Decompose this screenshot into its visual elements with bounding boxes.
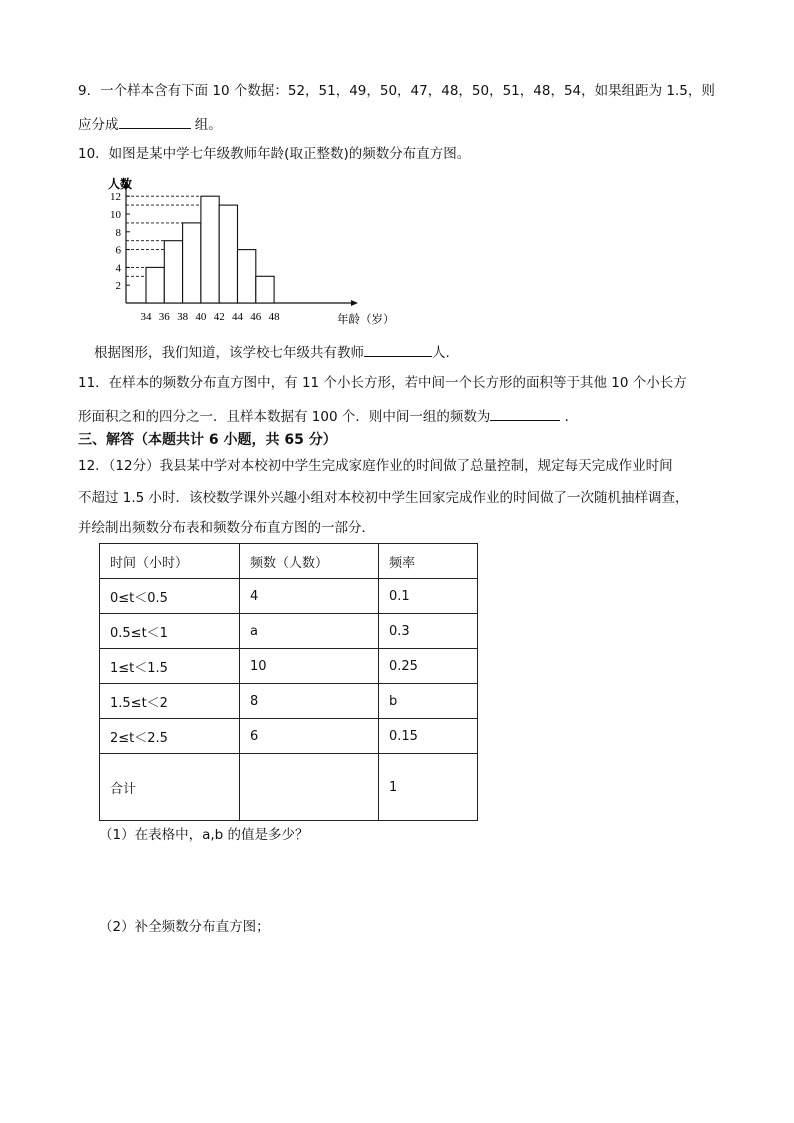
histogram-bar bbox=[146, 267, 164, 303]
x-axis-title: 年龄（岁） bbox=[337, 312, 395, 326]
table-cell: 1.5≤t＜2 bbox=[100, 684, 240, 719]
header-rate: 频率 bbox=[379, 544, 478, 579]
q11-text-before: 形面积之和的四分之一．且样本数据有 100 个．则中间一组的频数为 bbox=[78, 409, 491, 425]
q12-line1: 12．（12分）我县某中学对本校初中学生完成家庭作业的时间做了总量控制，规定每天完成作业时间 bbox=[78, 458, 673, 474]
table-row bbox=[100, 579, 478, 614]
header-frequency: 频数（人数） bbox=[240, 544, 379, 579]
age-histogram bbox=[108, 172, 395, 332]
table-row bbox=[100, 684, 478, 719]
table-cell: 0.5≤t＜1 bbox=[100, 614, 240, 649]
section3-title: 三、解答（本题共计 6 小题，共 65 分） bbox=[78, 432, 337, 448]
x-tick-label: 42 bbox=[213, 311, 225, 323]
q9-text-after: 组。 bbox=[194, 117, 222, 133]
table-row bbox=[100, 719, 478, 754]
q9-line1: 9．一个样本含有下面 10 个数据：52，51，49，50，47，48，50，51，48，54，如果组距为 1.5，则 bbox=[78, 83, 715, 99]
q11-line2 bbox=[78, 406, 578, 426]
table-cell: 0.3 bbox=[379, 614, 478, 649]
q12-line2: 不超过 1.5 小时．该校数学课外兴趣小组对本校初中学生回家完成作业的时间做了一次随机抽样调查， bbox=[78, 490, 689, 506]
table-cell: 0.15 bbox=[379, 719, 478, 754]
table-cell: 0.25 bbox=[379, 649, 478, 684]
table-cell: 0.1 bbox=[379, 579, 478, 614]
q9-answer-blank[interactable] bbox=[119, 114, 191, 129]
q12-sub2: （2）补全频数分布直方图； bbox=[99, 919, 270, 935]
x-tick-label: 44 bbox=[232, 311, 243, 323]
y-tick-label: 2 bbox=[115, 280, 121, 293]
q9-line2 bbox=[78, 114, 222, 134]
q11-line1: 11．在样本的频数分布直方图中，有 11 个小长方形，若中间一个长方形的面积等于其他 10 个小长方 bbox=[78, 375, 687, 391]
y-tick-label: 6 bbox=[115, 244, 121, 257]
y-tick-label: 4 bbox=[115, 262, 121, 275]
histogram-bar bbox=[238, 250, 256, 303]
q12-sub1: （1）在表格中，a,b 的值是多少？ bbox=[99, 827, 309, 843]
q10-text-before: 根据图形，我们知道，该学校七年级共有教师 bbox=[94, 345, 364, 361]
q9-text-before: 应分成 bbox=[78, 117, 119, 133]
table-cell: b bbox=[379, 684, 478, 719]
table-row bbox=[100, 649, 478, 684]
table-total-row bbox=[100, 754, 478, 821]
q11-answer-blank[interactable] bbox=[490, 406, 560, 421]
q10-intro: 10．如图是某中学七年级教师年龄(取正整数)的频数分布直方图。 bbox=[78, 146, 471, 162]
q10-after bbox=[94, 342, 450, 362]
table-header-row bbox=[100, 544, 478, 579]
table-cell bbox=[240, 754, 379, 821]
y-tick-label: 8 bbox=[115, 226, 121, 239]
table-cell: 4 bbox=[240, 579, 379, 614]
table-cell: a bbox=[240, 614, 379, 649]
header-time: 时间（小时） bbox=[100, 544, 240, 579]
histogram-bar bbox=[256, 276, 274, 303]
y-axis-title: 人数 bbox=[108, 177, 133, 191]
q10-text-after: 人. bbox=[432, 345, 450, 361]
table-row bbox=[100, 614, 478, 649]
histogram-bar bbox=[219, 205, 237, 303]
table-cell: 10 bbox=[240, 649, 379, 684]
x-tick-label: 38 bbox=[177, 311, 189, 323]
x-tick-label: 34 bbox=[140, 311, 152, 323]
table-cell: 2≤t＜2.5 bbox=[100, 719, 240, 754]
x-tick-label: 36 bbox=[158, 311, 170, 323]
table-cell: 1 bbox=[379, 754, 478, 821]
q12-line3: 并绘制出频数分布表和频数分布直方图的一部分． bbox=[78, 520, 375, 536]
y-tick-label: 10 bbox=[110, 209, 121, 221]
table-cell: 8 bbox=[240, 684, 379, 719]
table-cell: 合计 bbox=[100, 754, 240, 821]
histogram-bar bbox=[183, 223, 201, 303]
table-cell: 6 bbox=[240, 719, 379, 754]
x-tick-label: 48 bbox=[268, 311, 280, 323]
table-cell: 0≤t＜0.5 bbox=[100, 579, 240, 614]
table-cell: 1≤t＜1.5 bbox=[100, 649, 240, 684]
y-tick-label: 12 bbox=[110, 191, 121, 204]
frequency-table bbox=[99, 543, 478, 821]
x-axis-arrow bbox=[351, 300, 358, 306]
histogram-bar bbox=[201, 196, 219, 303]
q10-answer-blank[interactable] bbox=[364, 342, 432, 357]
x-tick-label: 46 bbox=[250, 311, 262, 323]
x-tick-label: 40 bbox=[195, 311, 207, 323]
q11-text-after: ． bbox=[564, 409, 579, 425]
histogram-bar bbox=[164, 241, 182, 303]
